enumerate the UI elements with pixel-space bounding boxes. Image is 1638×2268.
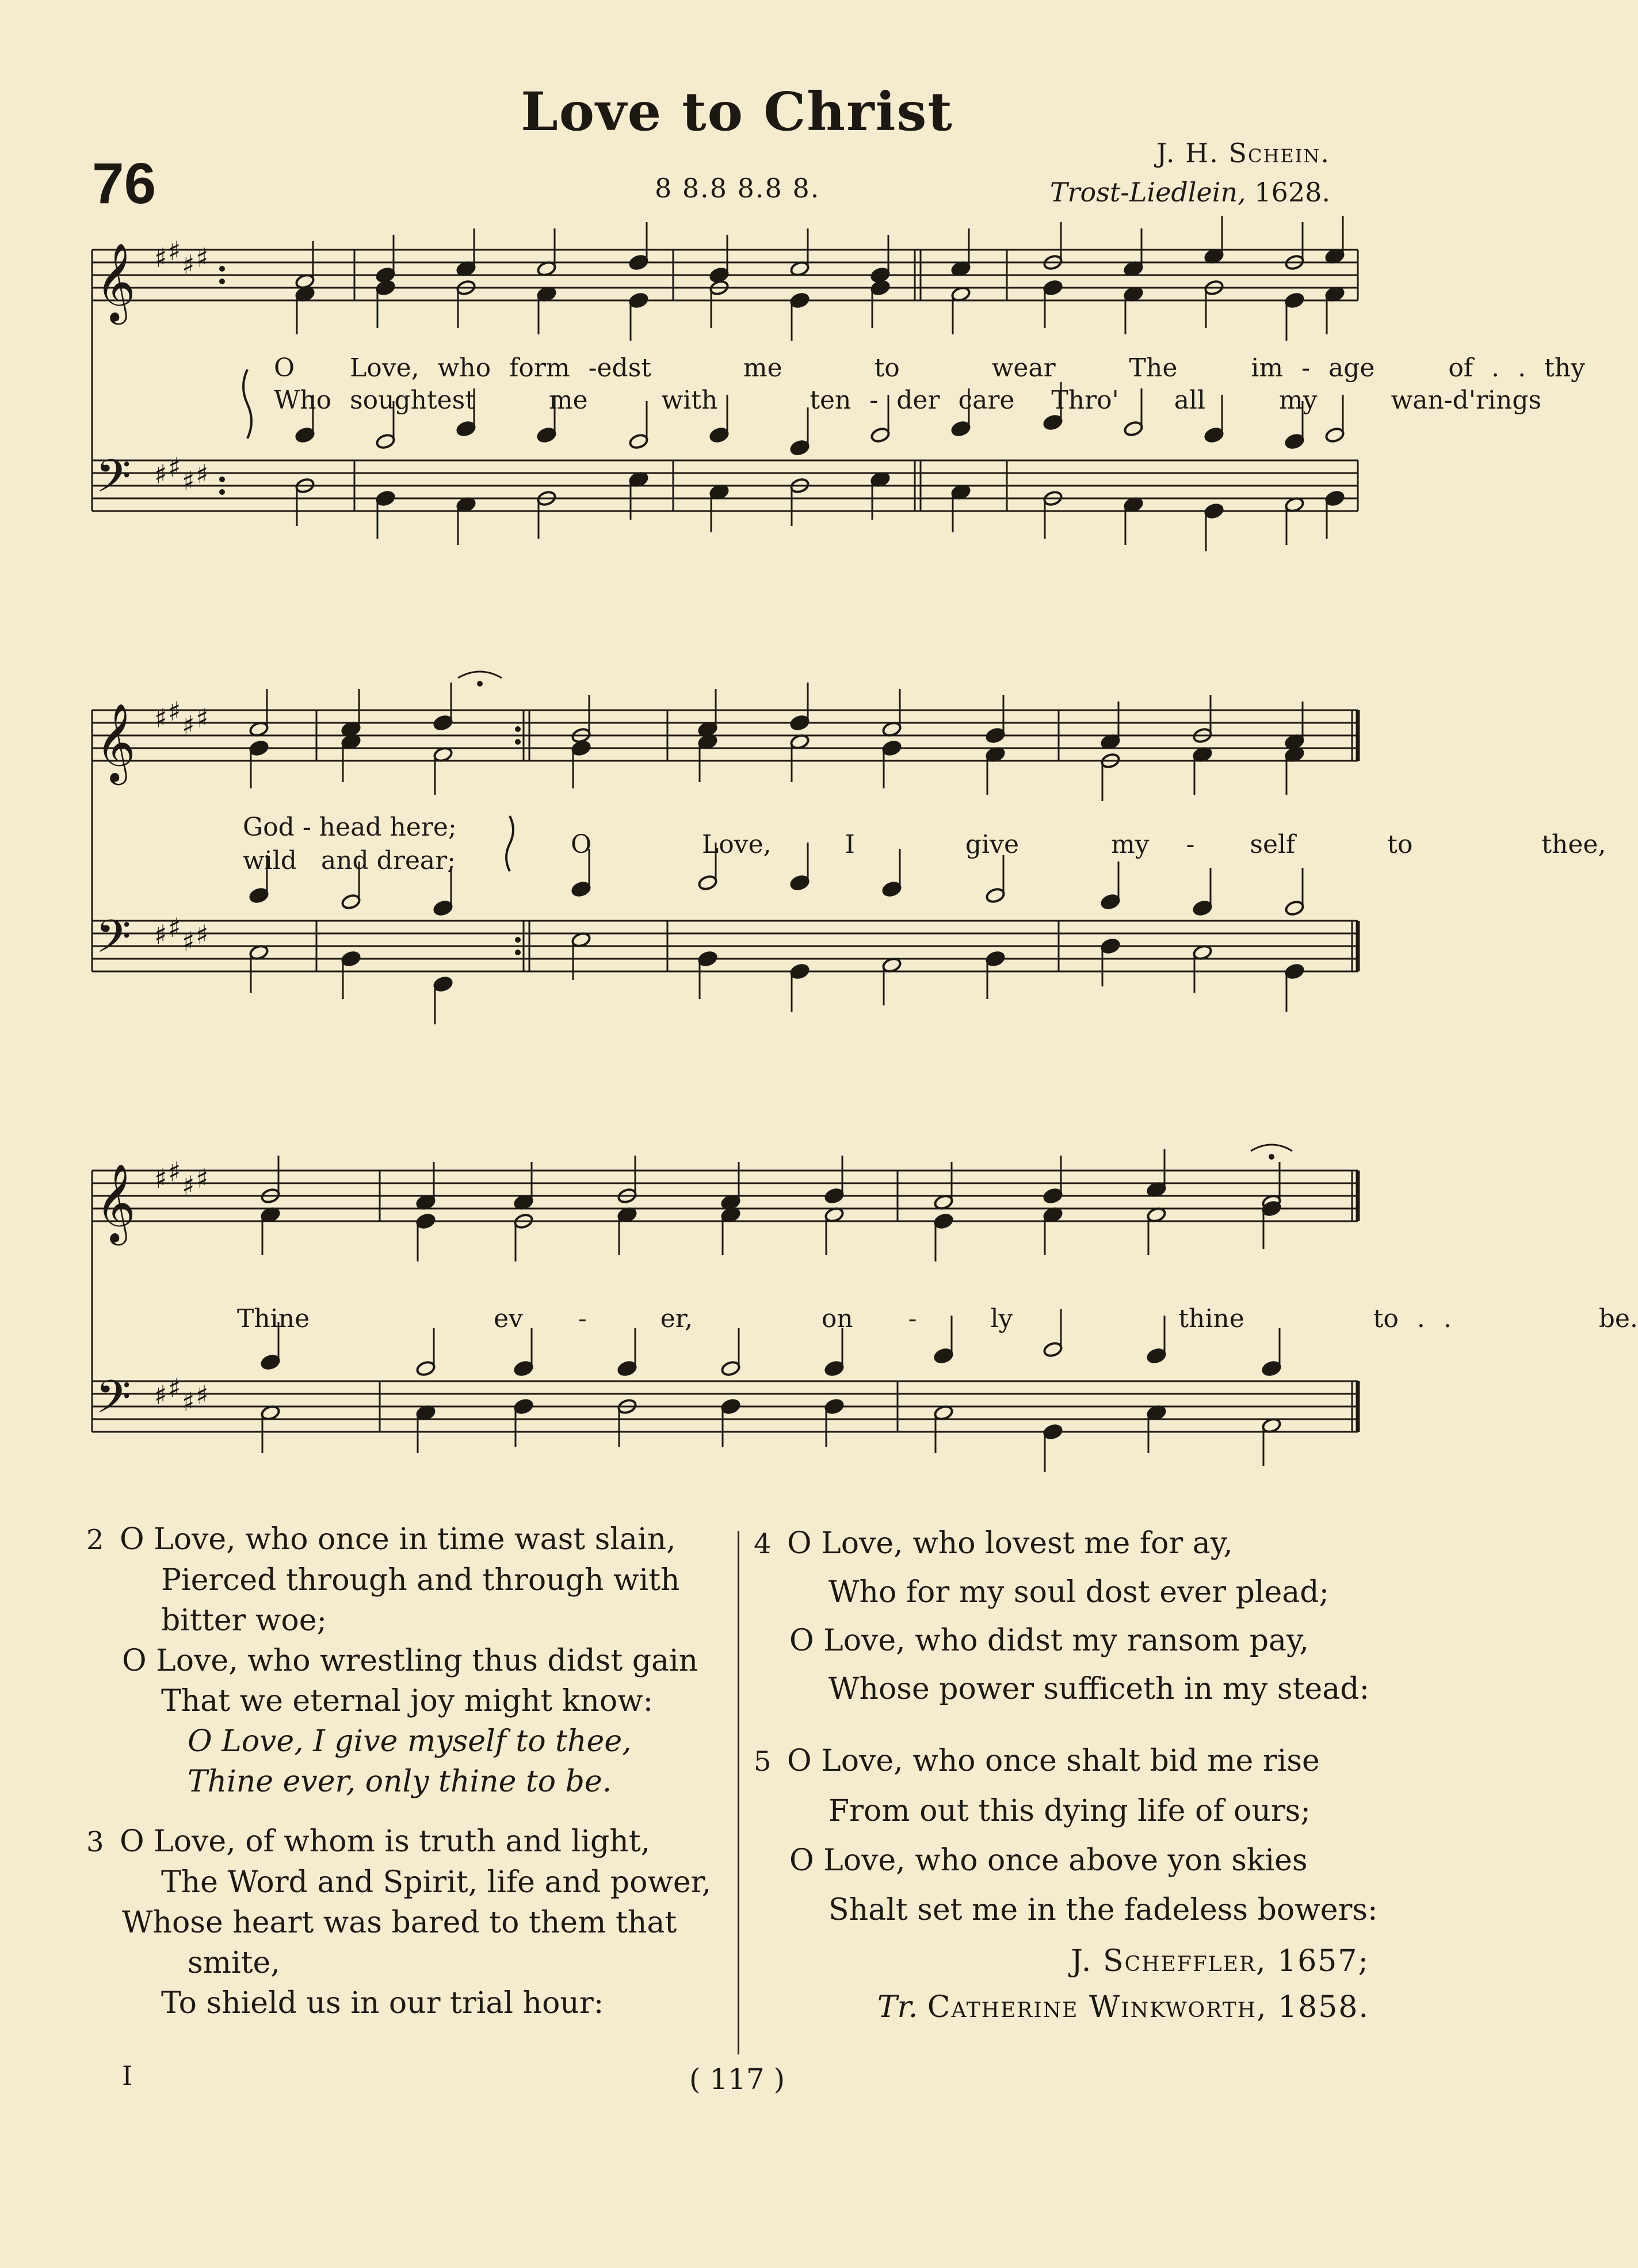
svg-text:♯: ♯ [196, 919, 209, 950]
note-head [870, 426, 890, 443]
note-head [789, 963, 810, 979]
svg-text:♯: ♯ [168, 452, 181, 483]
svg-text:♯: ♯ [154, 703, 167, 734]
note-head [260, 1354, 280, 1370]
svg-text:𝄢: 𝄢 [96, 1370, 131, 1435]
note-head [1284, 292, 1304, 308]
note-head [789, 874, 810, 891]
svg-text:♯: ♯ [168, 235, 181, 266]
note-head [415, 1213, 436, 1229]
lyric-line-3: God - head here; [243, 813, 457, 842]
svg-text:♯: ♯ [182, 249, 195, 280]
note-head [513, 1360, 533, 1377]
note-head [628, 254, 648, 270]
note-head [789, 439, 810, 456]
note-head [617, 1360, 637, 1377]
note-head [697, 874, 717, 891]
svg-text:♯: ♯ [168, 696, 181, 727]
svg-text:♯: ♯ [154, 459, 167, 490]
column-divider [738, 1531, 739, 2054]
svg-text:♯: ♯ [154, 242, 167, 273]
svg-text:♯: ♯ [196, 1163, 209, 1194]
verse-refrain: O Love, I give myself to thee, [188, 1724, 632, 1759]
note-head [433, 899, 453, 916]
note-head [628, 433, 648, 449]
note-head [720, 1360, 740, 1377]
note-head [881, 880, 902, 897]
page-number: ( 117 ) [689, 2063, 785, 2096]
note-head [249, 740, 269, 756]
svg-text:𝄢: 𝄢 [96, 910, 131, 974]
verses-left-column [86, 1519, 719, 2023]
svg-text:𝄞: 𝄞 [96, 1162, 136, 1242]
note-head [433, 975, 453, 992]
note-head [1324, 490, 1345, 506]
note-head [824, 1187, 844, 1204]
text-credits [754, 1938, 1387, 2030]
note-head [933, 1213, 953, 1229]
verses-right-column [754, 1519, 1387, 2030]
verse-3: 3 O Love, of whom is truth and light, The Word and Spirit, life and power, Whose heart was bared to them that smite, To shield us in our trial hour: [86, 1821, 719, 2023]
svg-text:♯: ♯ [182, 710, 195, 741]
note-head [1123, 420, 1143, 437]
verse-number: 3 [86, 1826, 104, 1858]
note-head [1284, 433, 1304, 449]
note-head [249, 887, 269, 904]
lyric-line-1: O Love, who form -edst me to wear The im - age of . . thy [274, 353, 1585, 383]
svg-text:♯: ♯ [154, 919, 167, 950]
note-head [933, 1347, 953, 1364]
svg-text:♯: ♯ [182, 1170, 195, 1201]
svg-text:♯: ♯ [196, 703, 209, 734]
note-head [789, 714, 810, 731]
svg-text:♯: ♯ [168, 1156, 181, 1187]
note-head [697, 950, 717, 967]
svg-text:♯: ♯ [154, 1379, 167, 1411]
tune-year: 1628. [1254, 177, 1330, 208]
note-head [375, 433, 395, 449]
music-system-1 [86, 219, 1585, 575]
note-head [824, 1398, 844, 1415]
note-head [824, 1360, 844, 1377]
svg-text:♯: ♯ [182, 466, 195, 497]
note-head [571, 740, 591, 756]
svg-text:♯: ♯ [196, 1379, 209, 1411]
note-head [456, 420, 476, 437]
note-head [789, 292, 810, 308]
note-head [571, 880, 591, 897]
note-head [628, 292, 648, 308]
note-head [720, 1398, 740, 1415]
note-head [536, 426, 556, 443]
note-head [870, 279, 890, 296]
tune-source: Trost-Liedlein, [1049, 177, 1246, 208]
svg-text:♯: ♯ [168, 912, 181, 943]
note-head [985, 887, 1005, 904]
note-head [1043, 279, 1063, 296]
refrain-lyric: O Love, I give my - self to thee, [571, 830, 1606, 859]
note-head [1043, 414, 1063, 430]
note-head [1043, 1341, 1063, 1358]
note-head [1100, 937, 1120, 954]
svg-text:𝄢: 𝄢 [96, 449, 131, 514]
verse-4: 4 O Love, who lovest me for ay, Who for my soul dost ever plead; O Love, who didst my ransom pay, Whose power sufficeth in my stead: [754, 1519, 1387, 1713]
note-head [1284, 899, 1304, 916]
note-head [1043, 1423, 1063, 1440]
translator-prefix: Tr. [877, 1990, 918, 2025]
note-head [513, 1398, 533, 1415]
signature-mark: I [122, 2060, 133, 2091]
lyric-line-5: Thine ev - er, on - ly thine to . . be. [237, 1304, 1638, 1333]
note-head [1192, 899, 1212, 916]
note-head [1043, 1187, 1063, 1204]
note-head [1324, 426, 1345, 443]
note-head [375, 490, 395, 506]
svg-text:♯: ♯ [182, 926, 195, 957]
note-head [1261, 1360, 1281, 1377]
svg-text:♯: ♯ [182, 1386, 195, 1417]
svg-text:♯: ♯ [168, 1373, 181, 1404]
note-head [341, 893, 361, 910]
composer-credit [1050, 134, 1330, 212]
author-credit: J. Scheffler, 1657; [1071, 1944, 1369, 1979]
note-head [415, 1360, 436, 1377]
note-head [1284, 963, 1304, 979]
translator-credit: Catherine Winkworth, 1858. [927, 1990, 1369, 2025]
svg-text:♯: ♯ [154, 1163, 167, 1194]
note-head [295, 426, 315, 443]
music-system-2 [86, 679, 1606, 1047]
meter: 8 8.8 8.8 8. [655, 173, 820, 204]
svg-text:𝄞: 𝄞 [96, 242, 136, 321]
verse-2: 2 O Love, who once in time wast slain, Pierced through and through with bitter woe; O Love, who wrestling thus didst gain That we eternal joy might know: O Love, I give myself to thee, Thine ever, only thine to be. [86, 1519, 719, 1802]
note-head [1146, 1347, 1166, 1364]
verse-number: 5 [754, 1745, 772, 1778]
composer-name: J. H. Schein. [1156, 138, 1330, 169]
note-head [375, 279, 395, 296]
verse-5: 5 O Love, who once shalt bid me rise From out this dying life of ours; O Love, who once above yon skies Shalt set me in the fadeless bowers: [754, 1736, 1387, 1935]
note-head [341, 950, 361, 967]
svg-text:♯: ♯ [196, 242, 209, 273]
verse-number: 2 [86, 1524, 104, 1556]
note-head [1100, 893, 1120, 910]
notes-system-1 [295, 216, 1345, 551]
note-head [881, 740, 902, 756]
music-system-3 [86, 1139, 1638, 1496]
svg-text:♯: ♯ [196, 459, 209, 490]
hymn-title: Love to Christ [521, 81, 953, 143]
note-head [950, 420, 971, 437]
note-head [709, 426, 729, 443]
note-head [985, 727, 1005, 744]
svg-text:𝄞: 𝄞 [96, 702, 136, 782]
lyric-line-4: wild and drear; [243, 846, 456, 875]
note-head [985, 950, 1005, 967]
lyric-line-2: Who soughtest me with ten - der care Thro' all my wan-d'rings [274, 386, 1542, 415]
note-head [1204, 426, 1224, 443]
note-head [1204, 502, 1224, 519]
hymn-number: 76 [92, 151, 156, 216]
verse-number: 4 [754, 1528, 772, 1560]
note-head [433, 714, 453, 731]
